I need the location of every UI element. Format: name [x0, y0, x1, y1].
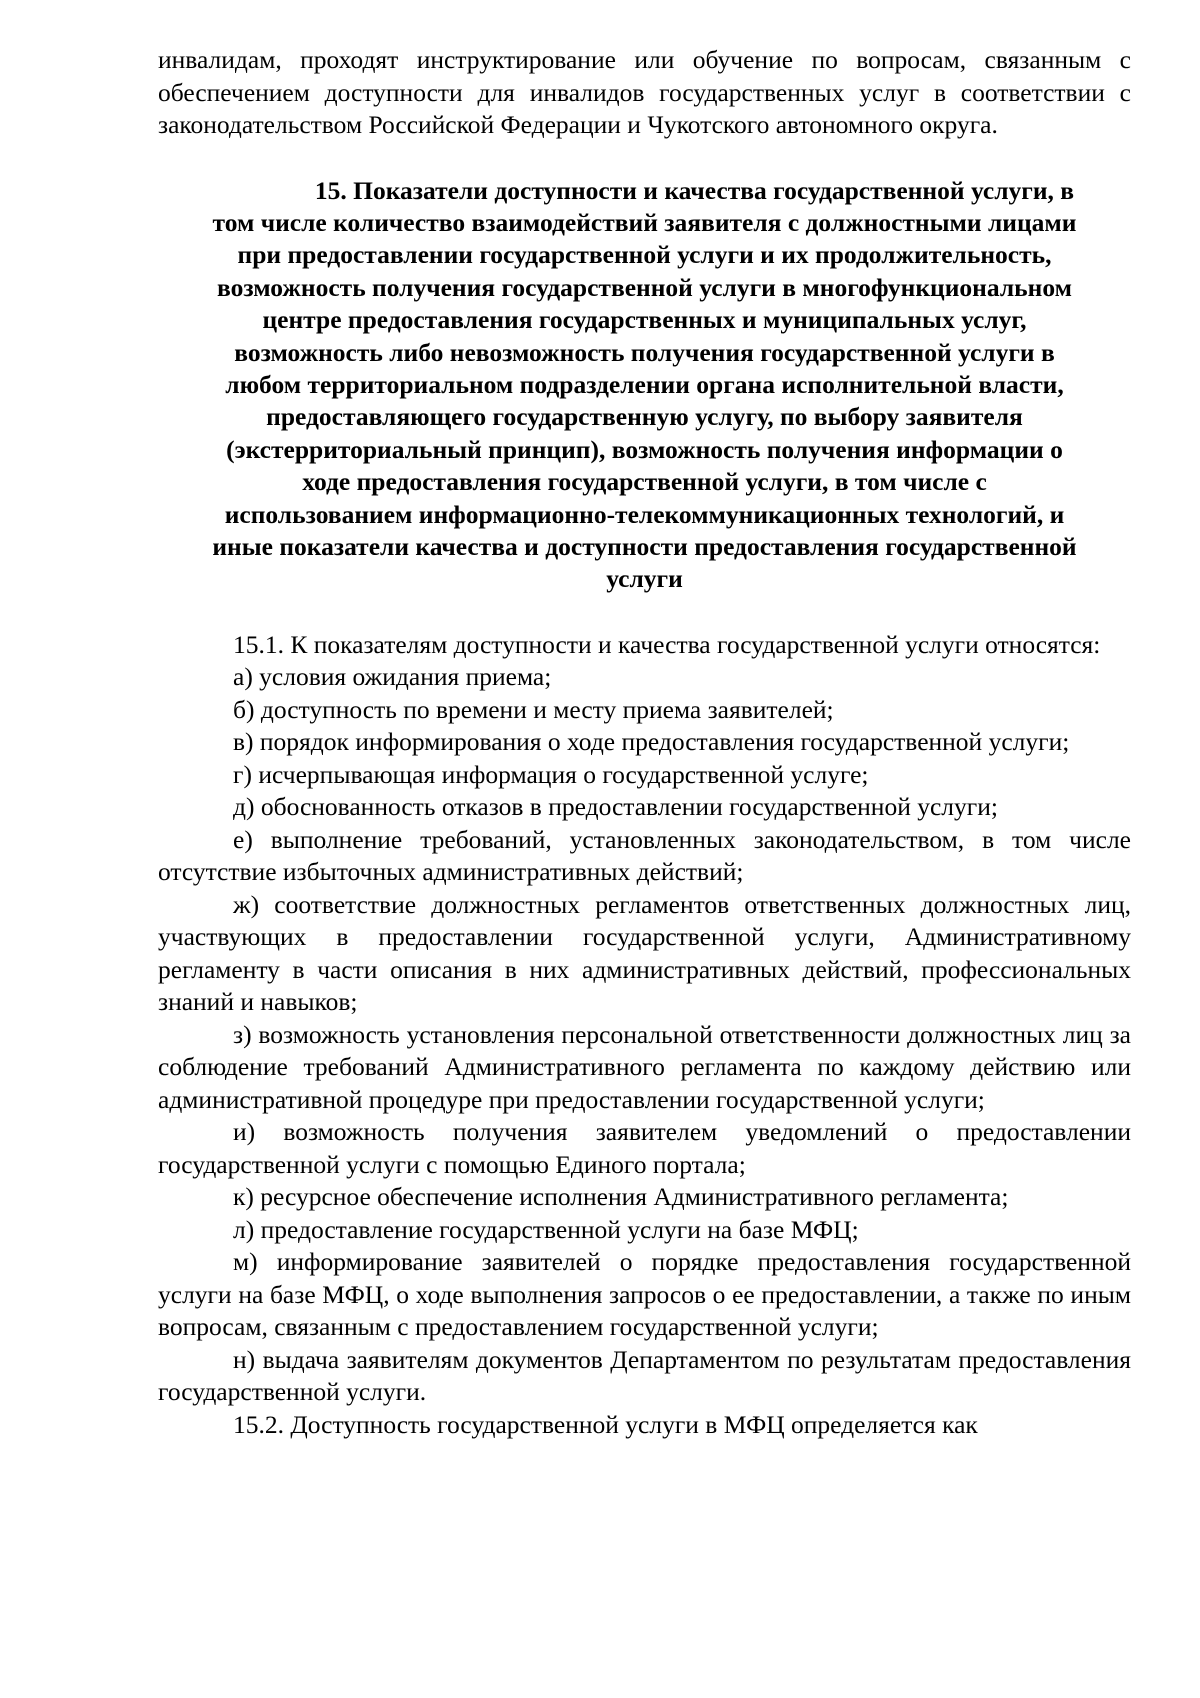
list-item-d: д) обоснованность отказов в предоставлении государственной услуги;: [233, 792, 998, 822]
list-item-n: н) выдача заявителям документов Департаментом по результатам предоставления государственной услуги.: [158, 1344, 1131, 1407]
list-item-l: л) предоставление государственной услуги на базе МФЦ;: [233, 1214, 859, 1244]
section-heading: [158, 175, 1131, 596]
heading-line: услуги: [606, 564, 683, 594]
list-item-m: м) информирование заявителей о порядке предоставления государственной услуги на базе МФЦ, о ходе выполнения запросов о ее предоставлении, а также по иным вопросам, связанным с предоставлением государственной услуги;: [158, 1247, 1131, 1342]
heading-line: возможность либо невозможность получения государственной услуги в: [234, 337, 1055, 367]
list-item-i: и) возможность получения заявителем уведомлений о предоставлении государственной услуги с помощью Единого портала;: [158, 1117, 1131, 1179]
heading-line: при предоставлении государственной услуги и их продолжительность,: [237, 240, 1052, 270]
heading-line: использованием информационно-телекоммуникационных технологий, и: [224, 499, 1065, 529]
paragraph-15-1: 15.1. К показателям доступности и качества государственной услуги относятся:: [233, 629, 1101, 659]
document-page: [158, 44, 1131, 1441]
heading-line: том числе количество взаимодействий заявителя с должностными лицами: [212, 207, 1077, 237]
list-item-zh: ж) соответствие должностных регламентов ответственных должностных лиц, участвующих в предоставлении государственной услуги, Административному регламенту в части описания в них административных действий, профессиональных знаний и навыков;: [158, 889, 1131, 1017]
list-item-z: з) возможность установления персональной ответственности должностных лиц за соблюдение требований Административного регламента по каждому действию или административной процедуре при предоставлении государственной услуги;: [158, 1019, 1131, 1114]
list-item-a: а) условия ожидания приема;: [233, 662, 552, 692]
paragraph-15-2: 15.2. Доступность государственной услуги в МФЦ определяется как: [233, 1409, 978, 1439]
list-item-g: г) исчерпывающая информация о государственной услуге;: [233, 759, 869, 789]
heading-line: любом территориальном подразделении органа исполнительной власти,: [225, 369, 1064, 399]
list-item-k: к) ресурсное обеспечение исполнения Административного регламента;: [233, 1182, 1009, 1212]
intro-paragraph: инвалидам, проходят инструктирование или обучение по вопросам, связанным с обеспечением доступности для инвалидов государственных услуг в соответствии с законодательством Российской Федерации и Чукотского автономного округа.: [158, 45, 1131, 139]
list-item-b: б) доступность по времени и месту приема заявителей;: [233, 694, 834, 724]
heading-line: 15. Показатели доступности и качества государственной услуги, в: [314, 175, 1075, 205]
heading-line: возможность получения государственной услуги в многофункциональном: [217, 272, 1072, 302]
heading-line: иные показатели качества и доступности предоставления государственной: [212, 531, 1077, 561]
list-item-v: в) порядок информирования о ходе предоставления государственной услуги;: [233, 727, 1070, 757]
heading-line: (экстерриториальный принцип), возможность получения информации о: [226, 434, 1063, 464]
heading-line: центре предоставления государственных и муниципальных услуг,: [262, 305, 1027, 335]
list-item-e: е) выполнение требований, установленных законодательством, в том числе отсутствие избыточных административных действий;: [158, 824, 1131, 887]
heading-line: предоставляющего государственную услугу, по выбору заявителя: [266, 402, 1023, 432]
heading-line: ходе предоставления государственной услуги, в том числе с: [302, 467, 987, 497]
